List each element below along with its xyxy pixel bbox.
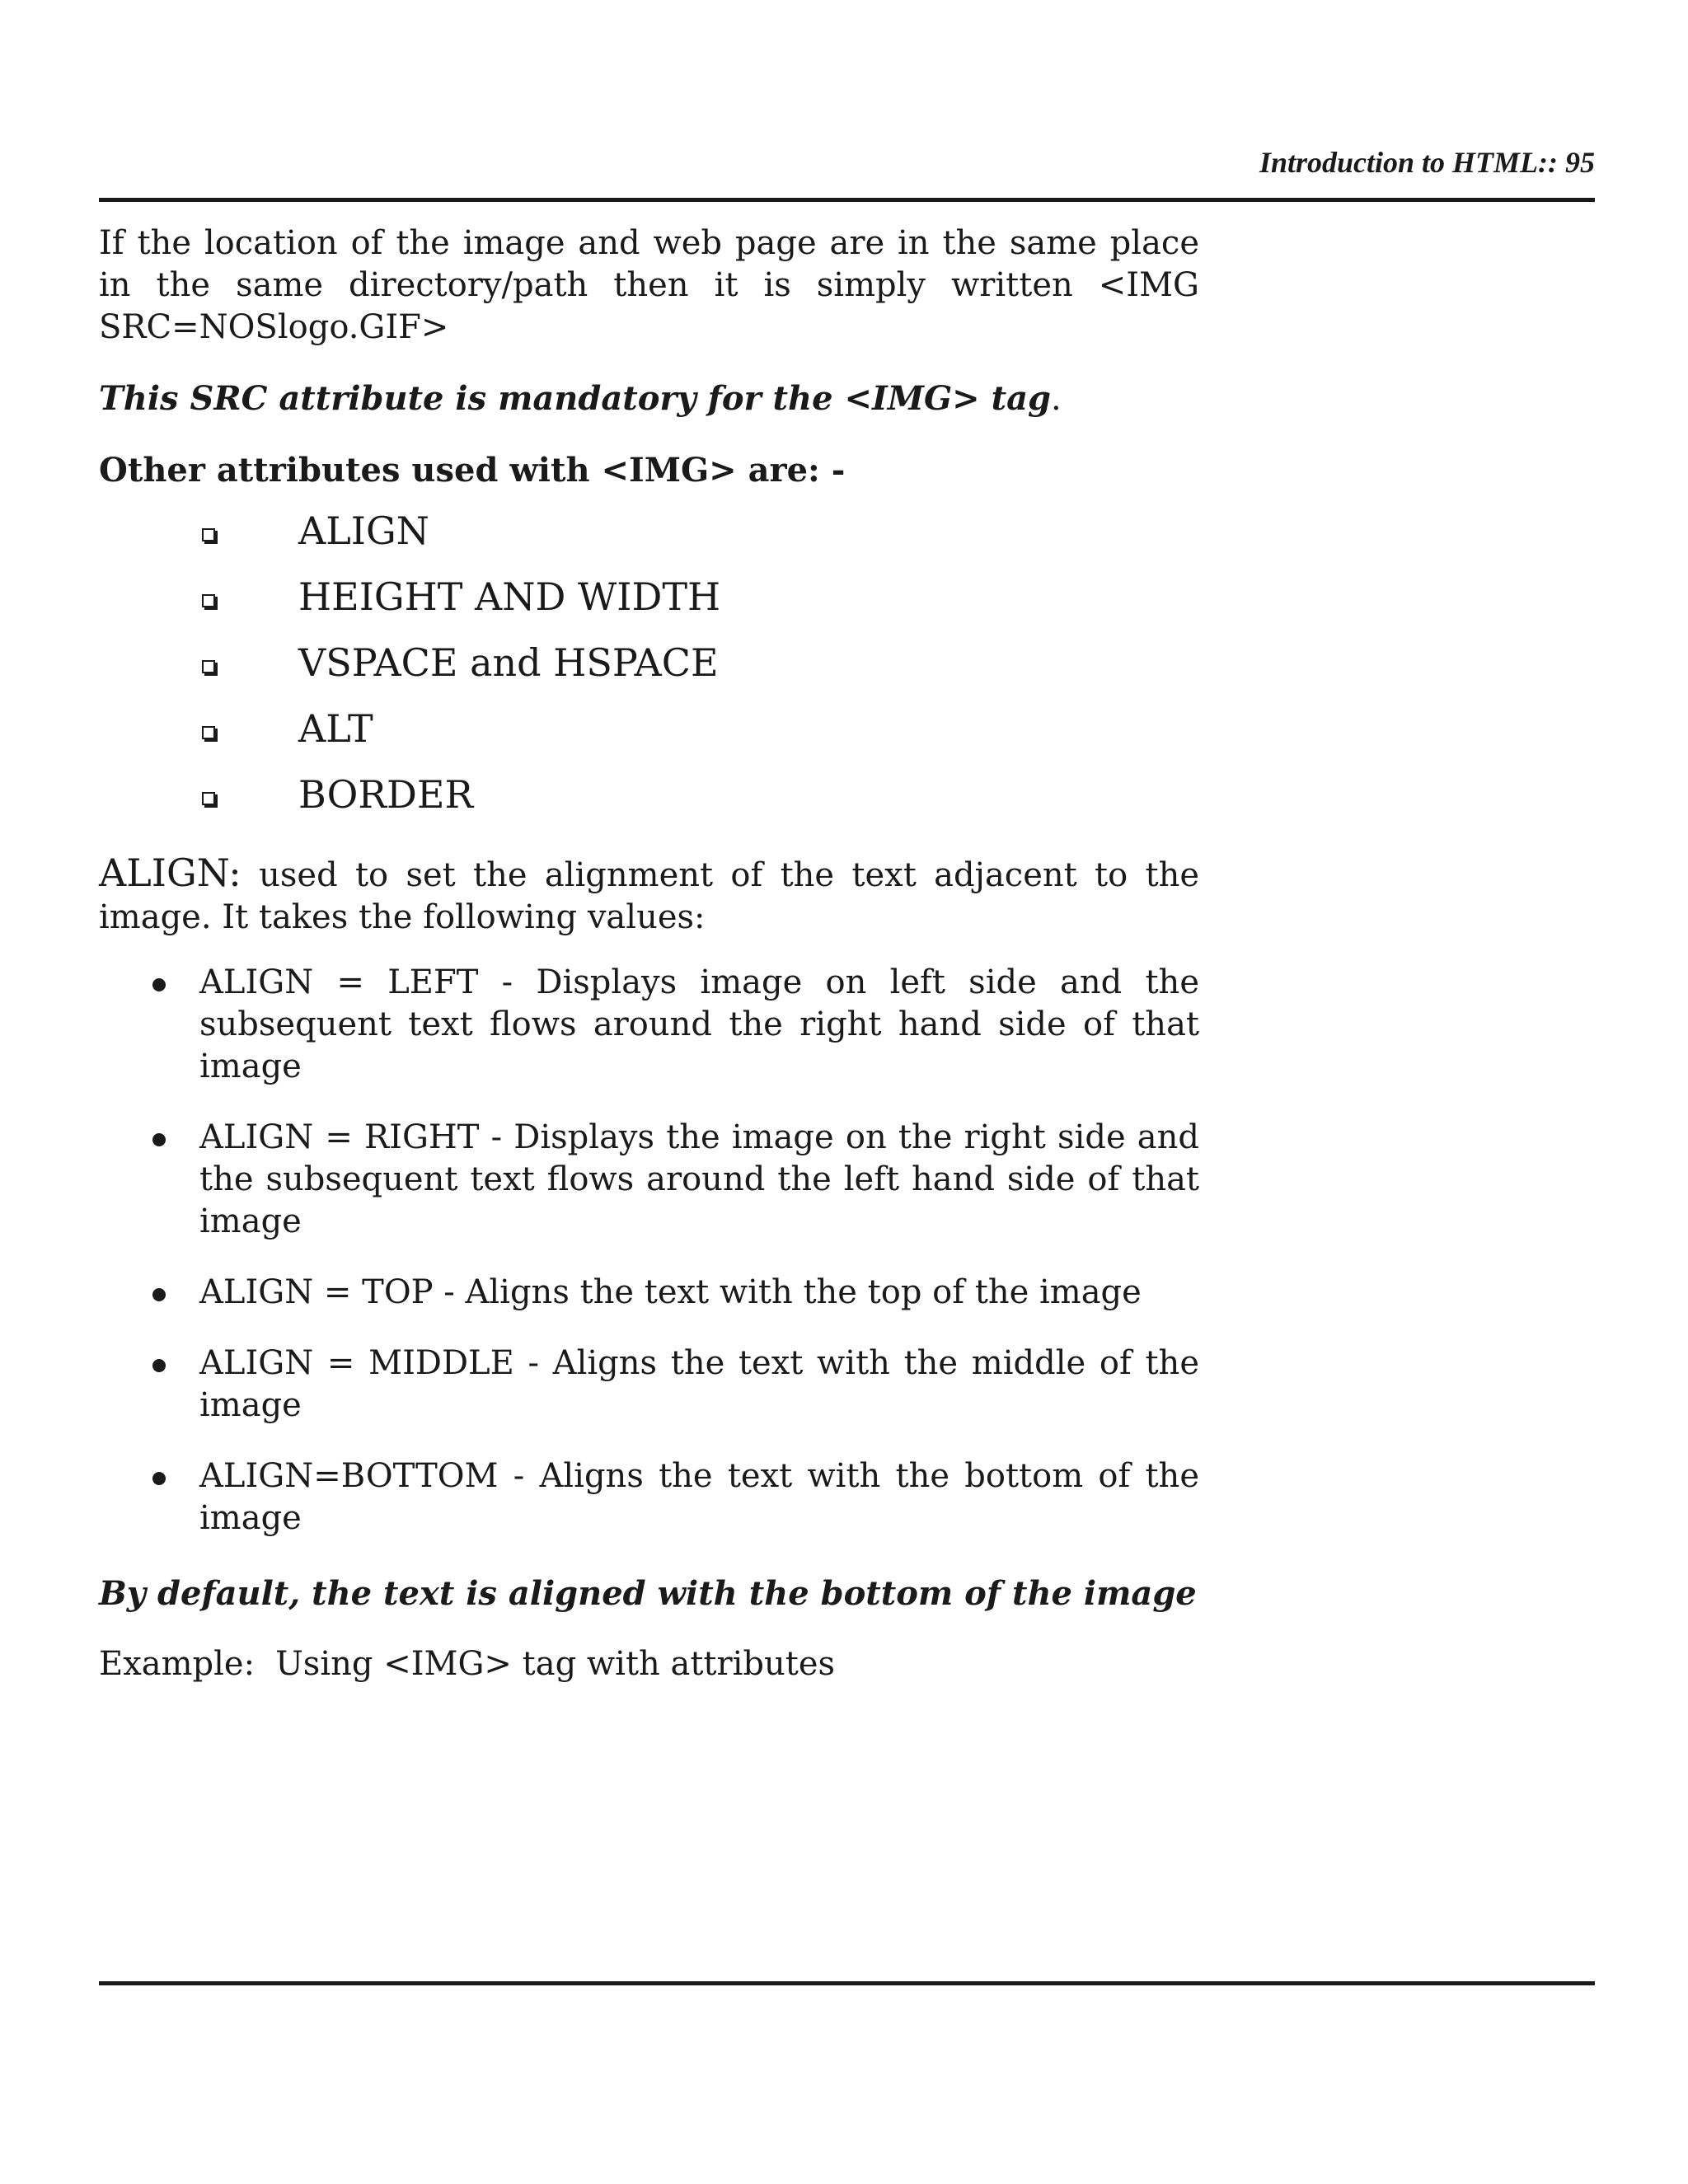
align-value-item (99, 1117, 1199, 1243)
bullet-dot-icon (152, 1472, 166, 1485)
align-value-text: ALIGN = LEFT - Displays image on left side and the subsequent text flows around the right hand side of that image (199, 963, 1199, 1085)
align-value-text: ALIGN = RIGHT - Displays the image on the right side and the subsequent text flows around the left hand side of that image (199, 1118, 1199, 1240)
attribute-item (99, 638, 1199, 704)
align-value-item (99, 1455, 1199, 1540)
checkbox-bullet-icon (202, 528, 215, 541)
bullet-dot-icon (152, 1288, 166, 1301)
align-desc: used to set the alignment of the text adjacent to the image. It takes the following values: (99, 856, 1199, 936)
bullet-dot-icon (152, 978, 166, 991)
align-description (99, 852, 1199, 939)
attribute-label: HEIGHT AND WIDTH (298, 574, 721, 619)
align-value-text: ALIGN = TOP - Aligns the text with the top of the image (199, 1273, 1142, 1311)
attribute-item (99, 572, 1199, 638)
align-value-item (99, 1343, 1199, 1427)
align-value-item (99, 962, 1199, 1088)
page-content (99, 223, 1199, 1685)
attribute-list (99, 506, 1199, 836)
example-label: Example: (99, 1645, 256, 1683)
running-header: Introduction to HTML:: 95 (1259, 146, 1595, 179)
other-attributes-heading: Other attributes used with <IMG> are: - (99, 451, 846, 490)
attribute-item (99, 704, 1199, 770)
align-value-text: ALIGN=BOTTOM - Aligns the text with the bottom of the image (199, 1457, 1199, 1537)
header-rule (99, 198, 1595, 202)
example-line (99, 1643, 1199, 1685)
example-text: Using <IMG> tag with attributes (275, 1645, 836, 1683)
checkbox-bullet-icon (202, 726, 215, 739)
paragraph-image-location: If the location of the image and web page are in the same place in the same directory/path then it is simply written <IMG SRC=NOSlogo.GIF> (99, 224, 1199, 346)
bullet-dot-icon (152, 1133, 166, 1146)
align-values-list (99, 962, 1199, 1540)
attribute-item (99, 506, 1199, 572)
attribute-item (99, 770, 1199, 836)
checkbox-bullet-icon (202, 660, 215, 673)
default-alignment-note: By default, the text is aligned with the bottom of the image (99, 1574, 1197, 1613)
mandatory-note-period: . (1050, 380, 1062, 418)
align-lead: ALIGN: (99, 851, 241, 895)
attribute-label: VSPACE and HSPACE (298, 640, 719, 685)
align-value-text: ALIGN = MIDDLE - Aligns the text with the middle of the image (199, 1344, 1199, 1424)
attribute-label: ALT (298, 706, 373, 751)
mandatory-note (99, 377, 1199, 420)
footer-rule (99, 1981, 1595, 1985)
checkbox-bullet-icon (202, 792, 215, 805)
align-value-item (99, 1272, 1199, 1314)
bullet-dot-icon (152, 1359, 166, 1372)
attribute-label: BORDER (298, 772, 474, 817)
mandatory-note-text: This SRC attribute is mandatory for the <IMG> tag (99, 379, 1051, 418)
checkbox-bullet-icon (202, 594, 215, 607)
attribute-label: ALIGN (298, 509, 429, 553)
